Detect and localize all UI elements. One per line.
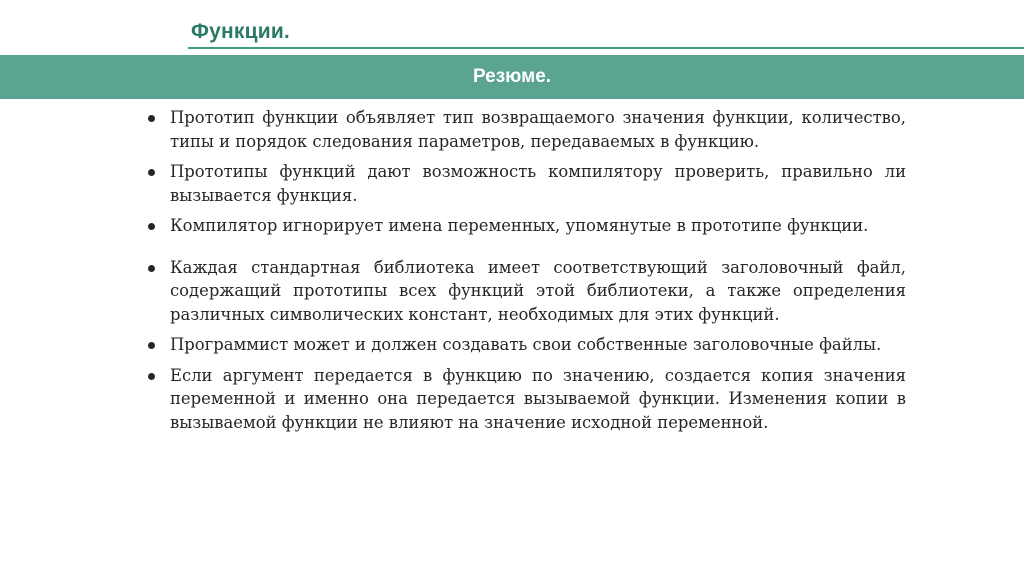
summary-list [146, 106, 906, 441]
page-title: Функции. [191, 20, 290, 43]
title-underline [188, 47, 1024, 49]
bullet-icon [148, 265, 155, 272]
bullet-icon [148, 115, 155, 122]
bullet-icon [148, 373, 155, 380]
list-item [146, 256, 906, 327]
bullet-icon [148, 342, 155, 349]
list-item-text: Компилятор игнорирует имена переменных, упомянутые в прототипе функции. [170, 216, 869, 235]
section-heading: Резюме. [472, 66, 552, 87]
list-item [146, 160, 906, 207]
section-banner [0, 55, 1024, 99]
list-item-text: Прототип функции объявляет тип возвращаемого значения функции, количество, типы и порядок следования параметров, передаваемых в функцию. [170, 108, 906, 151]
list-item [146, 106, 906, 153]
list-item-text: Прототипы функций дают возможность компилятору проверить, правильно ли вызывается функция. [170, 162, 906, 205]
list-item-text: Программист может и должен создавать свои собственные заголовочные файлы. [170, 335, 882, 354]
list-item [146, 214, 906, 238]
list-item [146, 333, 906, 357]
list-item [146, 364, 906, 435]
list-item-text: Если аргумент передается в функцию по значению, создается копия значения переменной и именно она передается вызываемой функции. Изменения копии в вызываемой функции не влияют на значение исходной переменной. [170, 365, 906, 432]
bullet-icon [148, 223, 155, 230]
list-item-text: Каждая стандартная библиотека имеет соответствующий заголовочный файл, содержащий прототипы всех функций этой библиотеки, а также определения различных символических констант, необходимых для этих функций. [170, 257, 906, 324]
bullet-icon [148, 169, 155, 176]
